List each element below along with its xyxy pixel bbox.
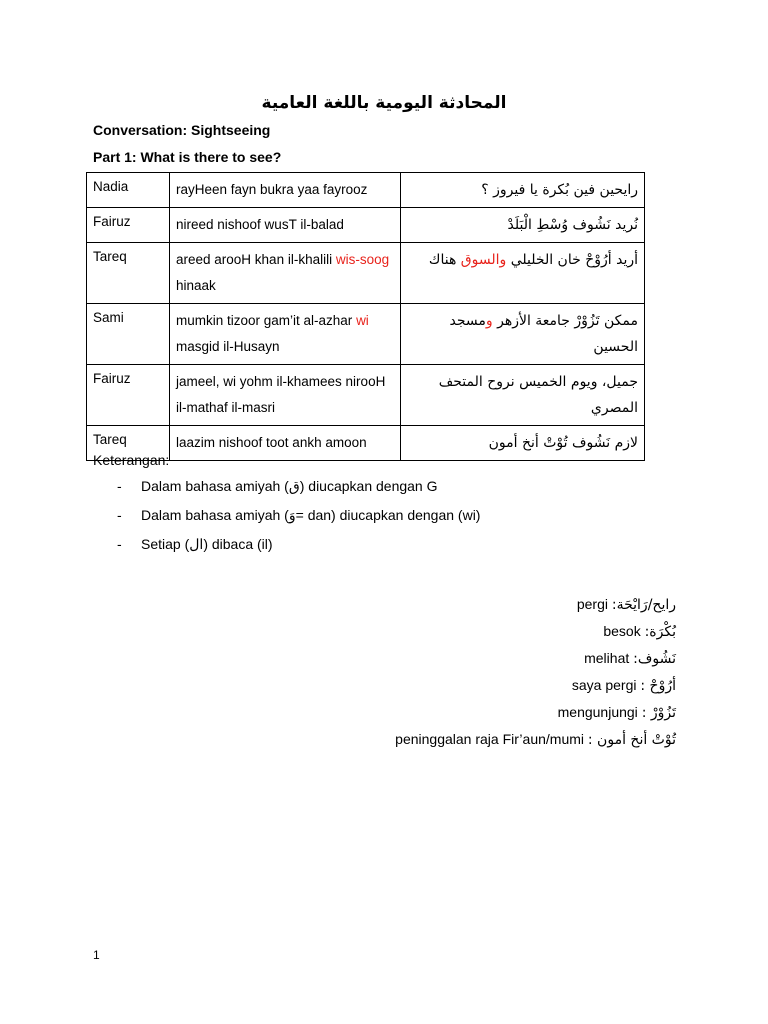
part-heading: Part 1: What is there to see? [93, 149, 282, 165]
vocab-meaning: melihat [584, 650, 630, 666]
vocab-arabic: نَشُوف: [633, 651, 676, 667]
text-segment: mumkin tizoor gam’it al-azhar [176, 313, 357, 328]
text-segment: رايحين فين بُكرة يا فيروز ؟ [481, 182, 638, 198]
note-text: Setiap (ال) dibaca (il) [141, 536, 273, 552]
transliteration-cell [170, 208, 401, 243]
arabic-cell [401, 208, 645, 243]
text-segment: nireed nishoof wusT il-balad [176, 217, 344, 232]
speaker-name: Tareq [87, 426, 170, 461]
table-row [87, 208, 645, 243]
text-segment: جميل، ويوم الخميس نروح المتحف المصري [438, 374, 638, 416]
arabic-cell [401, 243, 645, 304]
bullet-dash: - [117, 536, 122, 552]
vocab-item [395, 727, 676, 754]
highlighted-text: wis-soog [335, 252, 390, 267]
highlighted-text: wi [356, 313, 369, 328]
speaker-name: Tareq [87, 243, 170, 304]
speaker-name: Sami [87, 304, 170, 365]
vocab-arabic: رايح/رَايْحَة: [611, 597, 676, 613]
conversation-heading: Conversation: Sightseeing [93, 122, 271, 138]
vocab-item [395, 700, 676, 727]
note-item [93, 536, 273, 565]
vocab-meaning: saya pergi [571, 677, 637, 693]
transliteration-cell [170, 365, 401, 426]
vocab-meaning: pergi [576, 596, 608, 612]
arabic-cell [401, 365, 645, 426]
notes-list [93, 478, 481, 565]
arabic-cell [401, 426, 645, 461]
vocab-item [395, 646, 676, 673]
vocab-arabic: أرُوْحْ : [640, 678, 676, 694]
text-segment: rayHeen fayn bukra yaa fayrooz [176, 182, 368, 197]
table-row [87, 365, 645, 426]
vocab-arabic: بُكْرَة: [644, 624, 676, 640]
note-text: Dalam bahasa amiyah (وَ= dan) diucapkan dengan (wi) [141, 507, 481, 523]
table-row [87, 426, 645, 461]
vocab-item [395, 673, 676, 700]
text-segment: jameel, wi yohm il-khamees nirooH il-mathaf il-masri [176, 374, 386, 415]
vocab-arabic: تُوْتْ أنخ أمون : [587, 732, 676, 748]
vocab-meaning: mengunjungi [557, 704, 638, 720]
table-row [87, 243, 645, 304]
bullet-dash: - [117, 507, 122, 523]
text-segment: areed arooH khan il-khalili [176, 252, 336, 267]
vocab-arabic: تَزُوْرْ : [641, 705, 676, 721]
arabic-cell [401, 304, 645, 365]
text-segment: أريد أرُوْحْ خان الخليلي [506, 252, 638, 268]
text-segment: masgid il-Husayn [176, 339, 280, 354]
transliteration-cell [170, 426, 401, 461]
vocab-meaning: peninggalan raja Fir’aun/mumi [395, 731, 584, 747]
highlighted-text: والسوق [460, 252, 507, 268]
arabic-cell [401, 173, 645, 208]
text-segment: هناك [428, 252, 461, 268]
text-segment: ممكن تَزُوْرْ جامعة الأزهر [492, 313, 638, 329]
transliteration-cell [170, 304, 401, 365]
speaker-name: Nadia [87, 173, 170, 208]
conversation-table [86, 172, 645, 461]
vocab-item [395, 619, 676, 646]
vocabulary-list [395, 592, 676, 754]
speaker-name: Fairuz [87, 208, 170, 243]
vocab-item [395, 592, 676, 619]
speaker-name: Fairuz [87, 365, 170, 426]
table-row [87, 304, 645, 365]
note-text: Dalam bahasa amiyah (ق) diucapkan dengan G [141, 478, 438, 494]
page-title: المحادثة اليومية باللغة العامية [261, 93, 507, 113]
highlighted-text: و [485, 313, 493, 329]
vocab-meaning: besok [603, 623, 641, 639]
table-row [87, 173, 645, 208]
note-item [93, 478, 438, 507]
transliteration-cell [170, 243, 401, 304]
note-item [93, 507, 481, 536]
text-segment: hinaak [176, 278, 216, 293]
bullet-dash: - [117, 478, 122, 494]
notes-title: Keterangan: [93, 452, 170, 468]
text-segment: laazim nishoof toot ankh amoon [176, 435, 367, 450]
text-segment: لازم نَشُوف تُوْتْ أنخ أمون [488, 435, 638, 451]
notes-section [93, 452, 481, 565]
page-number: 1 [93, 948, 100, 962]
text-segment: نُريد نَشُوف وُسْطِ الْبَلَدْ [507, 217, 638, 233]
transliteration-cell [170, 173, 401, 208]
text-segment: مسجد الحسين [449, 313, 638, 355]
